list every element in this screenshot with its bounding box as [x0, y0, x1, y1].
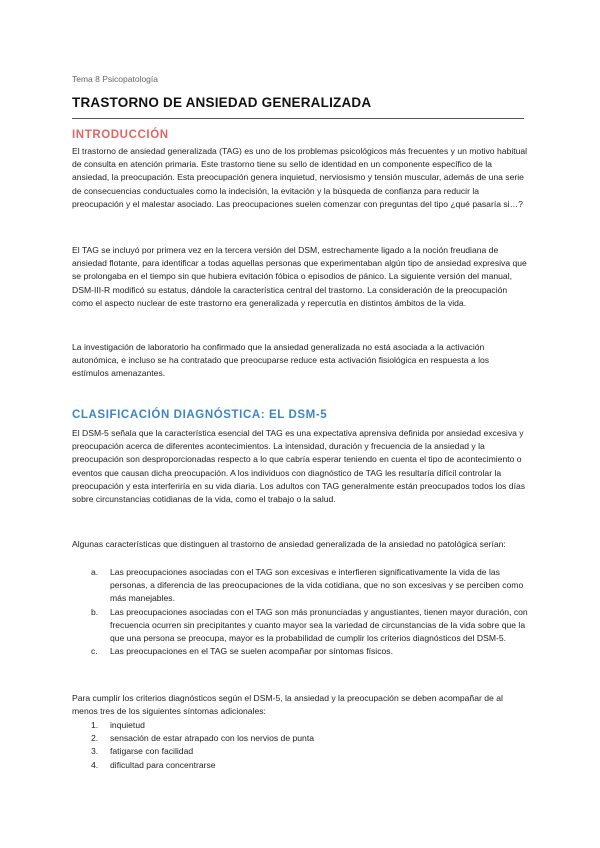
list-item-text: dificultad para concentrarse: [110, 759, 216, 770]
list-item-text: Las preocupaciones en el TAG se suelen acompañar por síntomas físicos.: [110, 646, 393, 657]
features-list: [72, 566, 528, 658]
intro-paragraph-2: El TAG se incluyó por primera vez en la tercera versión del DSM, estrechamente ligado a la noción freudiana de ansiedad flotante, para identificar a todas aquellas personas que experimentaban algún tipo de ansiedad expresiva que se prolongaba en el tiempo sin que hubiera evitación fóbica o episodios de pánico. La siguiente versión del manual, DSM-III-R modificó su estatus, dándole la característica central del trastorno. La consideración de la preocupación como el aspecto nuclear de este trastorno era generalizada y repercutía en distintos ámbitos de la vida.: [72, 245, 527, 308]
intro-paragraph-1: El trastorno de ansiedad generalizada (TAG) es uno de los problemas psicológicos más frecuentes y un motivo habitual de consulta en atención primaria. Este trastorno tiene su sello de identidad en un componente específico de la ansiedad, la preocupación. Esta preocupación genera inquietud, nerviosismo y tensión muscular, además de una serie de consecuencias conductuales como la indecisión, la evitación y la búsqueda de confianza para reducir la preocupación y el malestar asociado. Las preocupaciones suelen comenzar con preguntas del tipo ¿qué pasaría si…?: [72, 146, 528, 209]
list-item-text: fatigarse con facilidad: [110, 746, 194, 757]
list-item: [72, 645, 528, 658]
list-marker: 4.: [91, 759, 99, 770]
list-item: [72, 566, 528, 606]
subject-label: Tema 8 Psicopatología: [72, 74, 158, 84]
list-marker: 2.: [91, 733, 99, 744]
list-item: [72, 606, 528, 646]
list-marker: 3.: [91, 746, 99, 757]
dsm-paragraph-1: El DSM-5 señala que la característica esencial del TAG es una expectativa aprensiva definida por ansiedad excesiva y preocupación acerca de diferentes acontecimientos. La intensidad, duración y frecuencia de la ansiedad y la preocupación son desproporcionadas respecto a lo que cabría esperar teniendo en cuenta el tipo de acontecimiento o eventos que causan dicha preocupación. A los individuos con diagnóstico de TAG les resultaría difícil controlar la preocupación y esta interferiría en su vida diaria. Los adultos con TAG generalmente están preocupados todos los días sobre circunstancias cotidianas de la vida, como el trabajo o la salud.: [72, 428, 526, 505]
list-item: [72, 745, 528, 758]
list-marker: b.: [91, 606, 99, 617]
list-marker: c.: [91, 646, 98, 657]
dsm-heading: CLASIFICACIÓN DIAGNÓSTICA: EL DSM-5: [72, 409, 328, 421]
symptoms-list: [72, 719, 528, 772]
document-title: TRASTORNO DE ANSIEDAD GENERALIZADA: [72, 95, 372, 110]
list-item-text: inquietud: [110, 720, 145, 730]
dsm-paragraph-3: Para cumplir los criterios diagnósticos según el DSM-5, la ansiedad y la preocupación se deben acompañar de al menos tres de los siguientes síntomas adicionales:: [72, 693, 503, 717]
title-divider: [72, 118, 524, 119]
list-item: [72, 719, 528, 732]
list-item-text: Las preocupaciones asociadas con el TAG son más pronunciadas y angustiantes, tienen mayor duración, con frecuencia ocurren sin precipitantes y cuanto mayor sea la variedad de circunstancias de la vida sobre que la que una persona se preocupa, mayor es la probabilidad de cumplir los criterios diagnósticos del DSM-5.: [110, 606, 528, 644]
intro-heading: INTRODUCCIÓN: [72, 129, 169, 141]
list-item-text: sensación de estar atrapado con los nervios de punta: [110, 733, 314, 744]
list-marker: a.: [91, 567, 99, 577]
list-marker: 1.: [91, 720, 99, 730]
dsm-paragraph-2: Algunas características que distinguen al trastorno de ansiedad generalizada de la ansiedad no patológica serían:: [72, 539, 506, 549]
list-item: [72, 732, 528, 745]
intro-paragraph-3: La investigación de laboratorio ha confirmado que la ansiedad generalizada no está asociada a la activación autonómica, e incluso se ha contratado que preocuparse reduce esta activación fisiológica en respuesta a los estímulos amenazantes.: [72, 342, 490, 379]
list-item: [72, 759, 528, 772]
list-item-text: Las preocupaciones asociadas con el TAG son excesivas e interfieren significativamente la vida de las personas, a diferencia de las preocupaciones de la vida cotidiana, que no son excesivas y se perciben como más manejables.: [110, 567, 524, 604]
